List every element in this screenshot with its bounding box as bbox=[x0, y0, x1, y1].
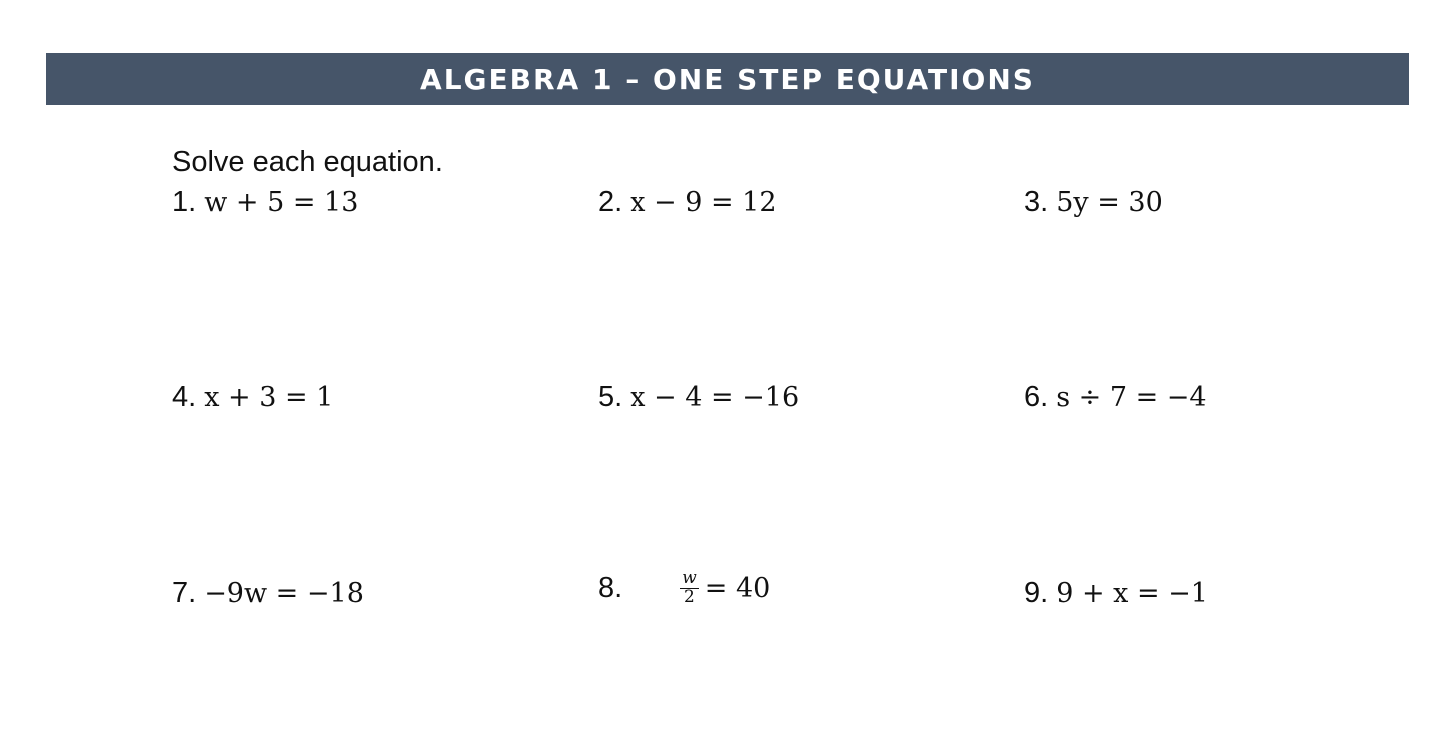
equation: = 40 bbox=[704, 572, 771, 604]
equation: s ÷ 7 = −4 bbox=[1056, 382, 1207, 413]
problem-number: 3. bbox=[1024, 186, 1049, 218]
problem-4 bbox=[172, 381, 333, 414]
problem-number: 5. bbox=[598, 381, 623, 413]
fraction-numerator: w bbox=[682, 568, 697, 588]
equation: x − 4 = −16 bbox=[630, 382, 800, 413]
problem-9 bbox=[1024, 577, 1208, 610]
equation: −9w = −18 bbox=[204, 578, 364, 609]
problem-1 bbox=[172, 186, 358, 219]
problem-7 bbox=[172, 577, 364, 610]
equation: 5y = 30 bbox=[1056, 187, 1163, 218]
fraction bbox=[680, 570, 699, 607]
problem-2 bbox=[598, 186, 777, 219]
equation: x − 9 = 12 bbox=[630, 187, 777, 218]
worksheet-title: ALGEBRA 1 – ONE STEP EQUATIONS bbox=[420, 62, 1035, 96]
equation: w + 5 = 13 bbox=[204, 187, 359, 218]
problem-number: 7. bbox=[172, 577, 197, 609]
problem-number: 4. bbox=[172, 381, 197, 413]
instructions: Solve each equation. bbox=[172, 146, 443, 178]
equation: 9 + x = −1 bbox=[1056, 578, 1208, 609]
problem-number: 6. bbox=[1024, 381, 1049, 413]
problem-number: 9. bbox=[1024, 577, 1049, 609]
title-banner bbox=[46, 53, 1409, 105]
problem-number: 2. bbox=[598, 186, 623, 218]
problem-3 bbox=[1024, 186, 1163, 219]
fraction-denominator: 2 bbox=[684, 586, 695, 607]
problem-number: 1. bbox=[172, 186, 197, 218]
problem-8 bbox=[598, 570, 770, 607]
problem-5 bbox=[598, 381, 799, 414]
problem-number: 8. bbox=[598, 571, 623, 604]
problem-6 bbox=[1024, 381, 1207, 414]
equation: x + 3 = 1 bbox=[204, 382, 334, 413]
